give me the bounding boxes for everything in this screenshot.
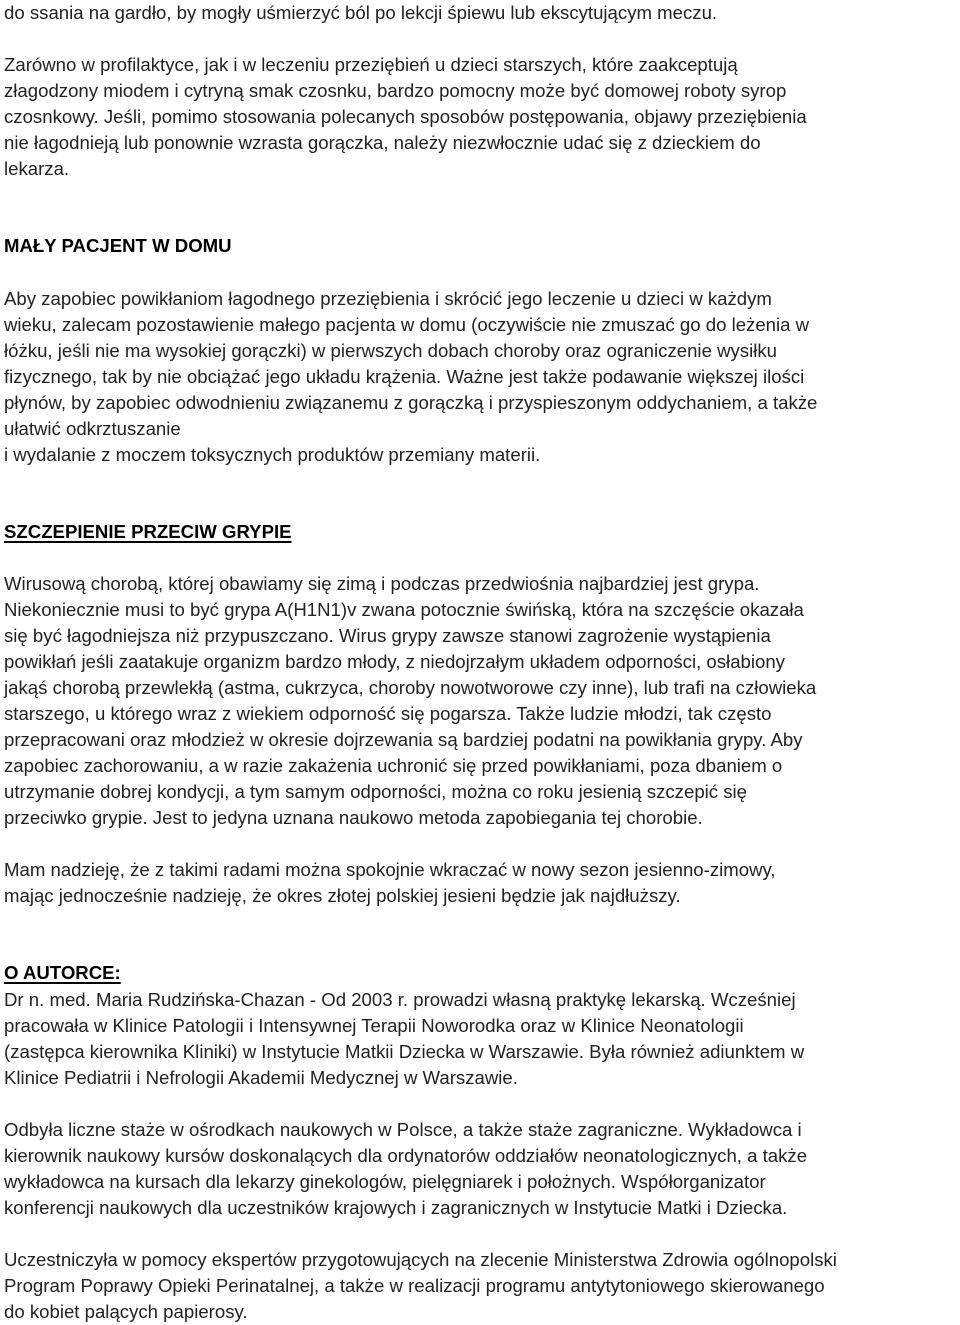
text-line: się być łagodniejsza niż przypuszczano. Wirus grypy zawsze stanowi zagrożenie wystąpienia	[4, 625, 771, 646]
text-line: utrzymanie dobrej kondycji, a tym samym odporności, można co roku jesienią szczepić się	[4, 781, 748, 802]
text-line: Uczestniczyła w pomocy ekspertów przygotowujących na zlecenie Ministerstwa Zdrowia ogólnopolski	[4, 1249, 837, 1270]
text-line: pracowała w Klinice Patologii i Intensywnej Terapii Noworodka oraz w Klinice Neonatologii	[4, 1015, 744, 1036]
text-line: zapobiec zachorowaniu, a w razie zakażenia uchronić się przed powikłaniami, poza dbaniem o	[4, 755, 783, 776]
text-line: wykładowca na kursach dla lekarzy ginekologów, pielęgniarek i położnych. Współorganizator	[4, 1171, 766, 1192]
text-line: wieku, zalecam pozostawienie małego pacjenta w domu (oczywiście nie zmuszać go do leżenia w	[4, 314, 810, 335]
text-line: płynów, by zapobiec odwodnieniu związanemu z gorączką i przyspieszonym oddychaniem, a także	[4, 392, 818, 413]
section-heading-szczepienie: SZCZEPIENIE PRZECIW GRYPIE	[4, 521, 292, 542]
author-heading: O AUTORCE:	[4, 962, 121, 983]
text-line: Dr n. med. Maria Rudzińska-Chazan - Od 2003 r. prowadzi własną praktykę lekarską. Wcześniej	[4, 989, 796, 1010]
text-line: lekarza.	[4, 158, 70, 179]
text-line: Aby zapobiec powikłaniom łagodnego przeziębienia i skrócić jego leczenie u dzieci w każdym	[4, 288, 772, 309]
text-line: Mam nadzieję, że z takimi radami można spokojnie wkraczać w nowy sezon jesienno-zimowy,	[4, 859, 776, 880]
text-line: powikłań jeśli zaatakuje organizm bardzo młody, z niedojrzałym układem odporności, osłabiony	[4, 651, 785, 672]
text-line: ułatwić odkrztuszanie	[4, 418, 181, 439]
text-line: przepracowani oraz młodzież w okresie dojrzewania są bardziej podatni na powikłania grypy. Aby	[4, 729, 803, 750]
text-line: Klinice Pediatrii i Nefrologii Akademii Medycznej w Warszawie.	[4, 1067, 518, 1088]
text-line: przeciwko grypie. Jest to jedyna uznana naukowo metoda zapobiegania tej chorobie.	[4, 807, 703, 828]
text-line: mając jednocześnie nadzieję, że okres złotej polskiej jesieni będzie jak najdłuższy.	[4, 885, 681, 906]
text-line: Zarówno w profilaktyce, jak i w leczeniu przeziębień u dzieci starszych, które zaakceptują	[4, 54, 738, 75]
text-line: konferencji naukowych dla uczestników krajowych i zagranicznych w Instytucie Matki i Dziecka.	[4, 1197, 788, 1218]
text-line: fizycznego, tak by nie obciążać jego układu krążenia. Ważne jest także podawanie większej ilości	[4, 366, 805, 387]
text-line: starszego, u którego wraz z wiekiem odporność się pogarsza. Także ludzie młodzi, tak często	[4, 703, 772, 724]
text-line: czosnkowy. Jeśli, pomimo stosowania polecanych sposobów postępowania, objawy przeziębienia	[4, 106, 807, 127]
text-line: Wirusową chorobą, której obawiamy się zimą i podczas przedwiośnia najbardziej jest grypa.	[4, 573, 760, 594]
text-line: do kobiet palących papierosy.	[4, 1301, 248, 1322]
text-line: Niekoniecznie musi to być grypa A(H1N1)v zwana potocznie świńską, która na szczęście okazała	[4, 599, 804, 620]
text-line: kierownik naukowy kursów doskonalących dla ordynatorów oddziałów neonatologicznych, a także	[4, 1145, 808, 1166]
section-heading-maly-pacjent: MAŁY PACJENT W DOMU	[4, 235, 232, 256]
text-line: i wydalanie z moczem toksycznych produktów przemiany materii.	[4, 444, 541, 465]
text-line: Odbyła liczne staże w ośrodkach naukowych w Polsce, a także staże zagraniczne. Wykładowca i	[4, 1119, 802, 1140]
text-line: Program Poprawy Opieki Perinatalnej, a także w realizacji programu antytytoniowego skierowanego	[4, 1275, 825, 1296]
text-line: złagodzony miodem i cytryną smak czosnku, bardzo pomocny może być domowej roboty syrop	[4, 80, 787, 101]
text-line: łóżku, jeśli nie ma wysokiej gorączki) w pierwszych dobach choroby oraz ograniczenie wysiłku	[4, 340, 777, 361]
text-line: nie łagodnieją lub ponownie wzrasta gorączka, należy niezwłocznie udać się z dzieckiem do	[4, 132, 761, 153]
text-line: (zastępca kierownika Kliniki) w Instytucie Matkii Dziecka w Warszawie. Była również adiunktem w	[4, 1041, 805, 1062]
text-line: jakąś chorobą przewlekłą (astma, cukrzyca, choroby nowotworowe czy inne), lub trafi na człowieka	[4, 677, 817, 698]
text-line: do ssania na gardło, by mogły uśmierzyć ból po lekcji śpiewu lub ekscytującym meczu.	[4, 2, 718, 23]
